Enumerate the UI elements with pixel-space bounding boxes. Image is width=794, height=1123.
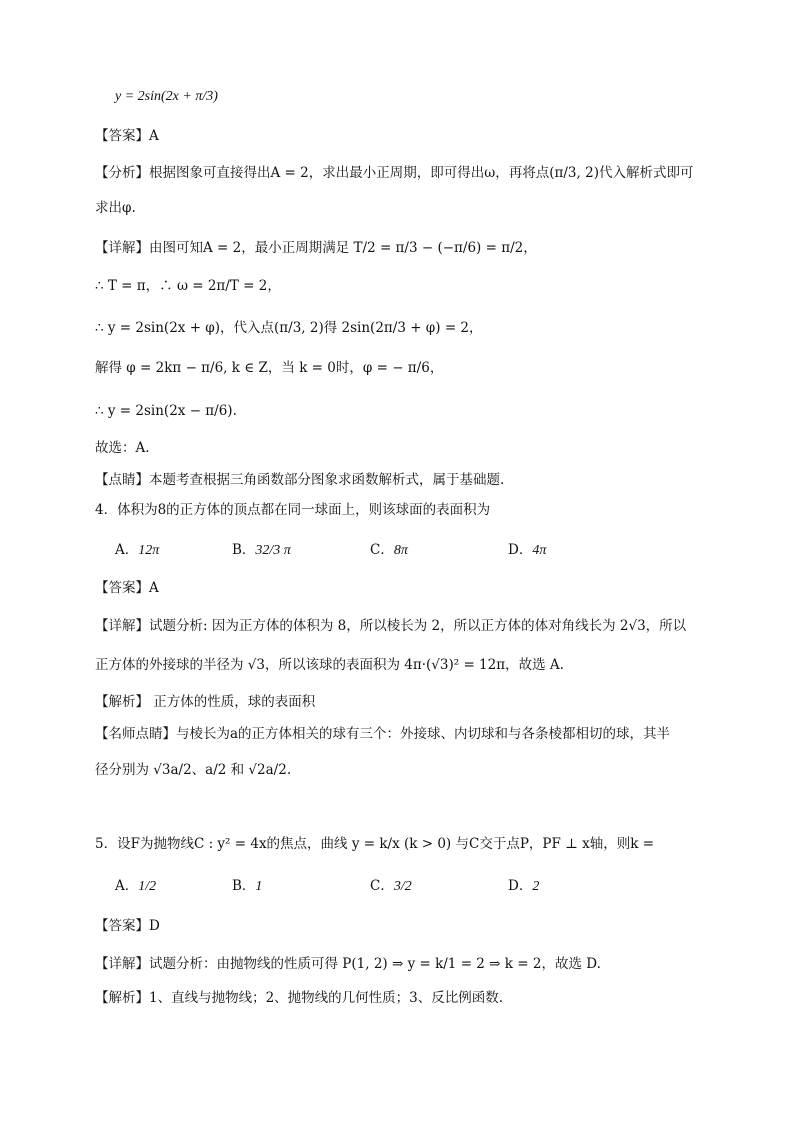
q5-option-a-label: A． (115, 878, 139, 894)
answer-tag: 【答案】 (95, 128, 149, 144)
q5-answer-value: D (149, 918, 160, 934)
q5-detail-tag: 【详解】 (95, 956, 149, 972)
q5-explain-tag: 【解析】 (95, 990, 149, 1006)
q4-detail-cont-text: 正方体的外接球的半径为 √3，所以该球的表面积为 4π·(√3)² = 12π，故选 A. (95, 657, 564, 673)
q4-option-a (115, 540, 159, 561)
q4-detail-line (95, 616, 686, 636)
q4-option-d-label: D． (508, 542, 533, 558)
q4-option-b-label: B． (232, 542, 256, 558)
analysis-line (95, 163, 693, 183)
detail-step-2-text: ∴ y = 2sin(2x + φ)，代入点(π/3, 2)得 2sin(2π/3 + φ) = 2， (95, 320, 483, 336)
detail-text: 由图可知A = 2，最小正周期满足 T/2 = π/3 − (−π/6) = π/2， (149, 240, 537, 256)
comment-line (95, 470, 504, 490)
q5-option-c (370, 876, 412, 897)
q4-answer-value: A (149, 580, 159, 596)
detail-line (95, 238, 537, 258)
question-5-text: 5．设F为抛物线C : y² = 4x的焦点，曲线 y = k/x (k > 0) 与C交于点P，PF ⊥ x轴，则k = (95, 836, 655, 852)
analysis-line-cont (95, 198, 136, 218)
q4-option-d-value: 4π (532, 543, 547, 558)
detail-step-3-text: 解得 φ = 2kπ − π/6, k ∈ Z，当 k = 0时，φ = − π/6， (95, 360, 444, 376)
q5-detail-line (95, 954, 601, 974)
detail-step-4-text: ∴ y = 2sin(2x − π/6). (95, 403, 237, 419)
q4-answer-tag: 【答案】 (95, 580, 149, 596)
q4-option-c (370, 540, 408, 561)
detail-step-1-text: ∴ T = π，∴ ω = 2π/T = 2， (95, 278, 281, 294)
answer-line (95, 126, 159, 146)
q4-tip-text: 与棱长为a的正方体相关的球有三个：外接球、内切球和与各条棱都相切的球，其半 (176, 726, 671, 742)
q4-option-b-value: 32/3 π (255, 543, 291, 558)
question-4 (95, 500, 490, 520)
question-4-text: 4．体积为8的正方体的顶点都在同一球面上，则该球面的表面积为 (95, 502, 491, 518)
q4-explain-tag: 【解析】 (95, 694, 149, 710)
q4-tip-tag: 【名师点睛】 (95, 726, 176, 742)
q4-tip-cont (95, 760, 291, 780)
analysis-text: 根据图象可直接得出A = 2，求出最小正周期，即可得出ω，再将点(π/3, 2)代入解析式即可 (149, 165, 694, 181)
q5-explain-text: 1、直线与抛物线；2、抛物线的几何性质；3、反比例函数. (149, 990, 504, 1006)
detail-tag: 【详解】 (95, 240, 149, 256)
q5-option-c-value: 3/2 (393, 879, 412, 894)
q4-detail-cont (95, 655, 564, 675)
q4-option-c-value: 8π (393, 543, 408, 558)
detail-step-2 (95, 318, 483, 338)
comment-text: 本题考查根据三角函数部分图象求函数解析式，属于基础题. (149, 472, 505, 488)
q5-option-d (508, 876, 539, 897)
q5-option-d-value: 2 (532, 879, 540, 894)
q4-explain-line (95, 692, 315, 712)
q5-answer-tag: 【答案】 (95, 918, 149, 934)
q4-tip-cont-text: 径分别为 √3a/2、a/2 和 √2a/2. (95, 762, 292, 778)
detail-step-3 (95, 358, 443, 378)
q4-answer-line (95, 578, 159, 598)
q5-option-a (115, 876, 156, 897)
q5-option-c-label: C． (370, 878, 394, 894)
analysis-tag: 【分析】 (95, 165, 149, 181)
q4-option-a-label: A． (115, 542, 139, 558)
q5-option-a-value: 1/2 (138, 879, 157, 894)
q4-option-c-label: C． (370, 542, 394, 558)
q5-option-b (232, 876, 262, 897)
q4-option-b (232, 540, 291, 561)
answer-value: A (149, 128, 159, 144)
comment-tag: 【点睛】 (95, 472, 149, 488)
q5-detail-text: 试题分析：由抛物线的性质可得 P(1, 2) ⇒ y = k/1 = 2 ⇒ k = 2，故选 D. (149, 956, 601, 972)
q5-option-d-label: D． (508, 878, 533, 894)
analysis-text-cont: 求出φ. (95, 200, 136, 216)
detail-step-4 (95, 401, 237, 421)
q4-explain-text: 正方体的性质，球的表面积 (149, 694, 316, 710)
q5-explain-line (95, 988, 503, 1008)
q4-option-d (508, 540, 546, 561)
q5-option-b-label: B． (232, 878, 256, 894)
q5-answer-line (95, 916, 160, 936)
q4-tip-line (95, 724, 670, 744)
q4-detail-tag: 【详解】 (95, 618, 149, 634)
choice-text: 故选：A. (95, 440, 150, 456)
formula-line (115, 86, 218, 107)
q5-option-b-value: 1 (255, 879, 263, 894)
formula-text: y = 2sin(2x + π/3) (115, 89, 218, 104)
q4-detail-text: 试题分析: 因为正方体的体积为 8，所以棱长为 2，所以正方体的体对角线长为 2√3，所以 (149, 618, 687, 634)
choice-line (95, 438, 150, 458)
detail-step-1 (95, 276, 281, 296)
question-5 (95, 834, 654, 854)
q4-option-a-value: 12π (138, 543, 160, 558)
